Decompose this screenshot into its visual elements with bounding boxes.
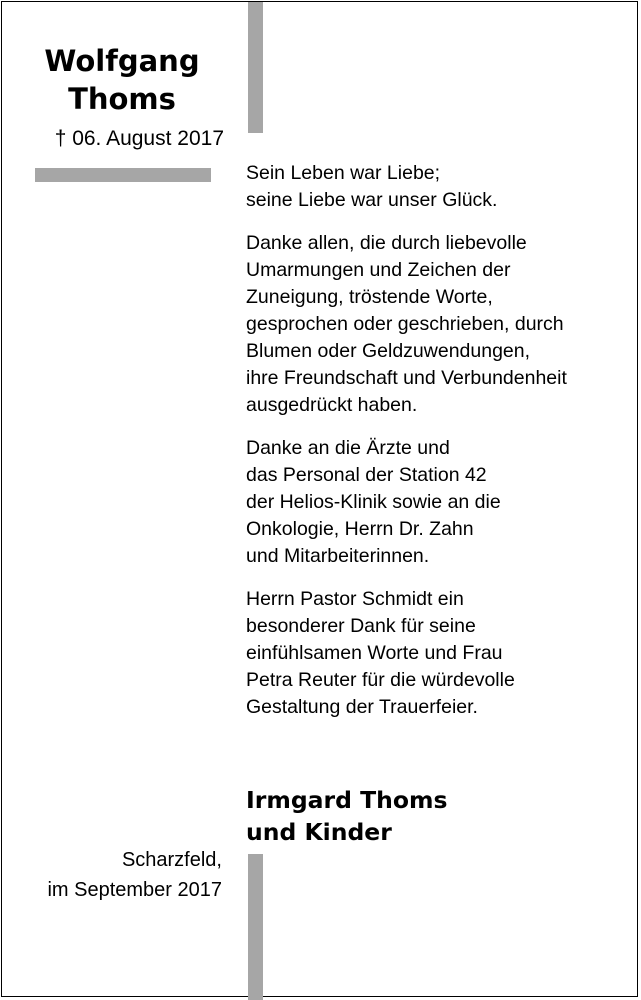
text-line: und Mitarbeiterinnen.: [246, 545, 430, 567]
text-line: Sein Leben war Liebe;: [246, 162, 441, 184]
text-line: Herrn Pastor Schmidt ein: [246, 588, 464, 610]
text-line: Danke allen, die durch liebevolle: [246, 232, 527, 254]
thank-you-text: [246, 160, 631, 737]
text-line: Onkologie, Herrn Dr. Zahn: [246, 518, 474, 540]
text-line: Blumen oder Geldzuwendungen,: [246, 340, 531, 362]
place-and-date: [12, 845, 222, 905]
deceased-first-name: Wolfgang: [44, 44, 200, 78]
date: im September 2017: [47, 879, 222, 901]
text-line: gesprochen oder geschrieben, durch: [246, 313, 564, 335]
deceased-name: [22, 42, 222, 118]
text-line: Petra Reuter für die würdevolle: [246, 669, 515, 691]
paragraph-1: [246, 160, 631, 214]
text-line: ausgedrückt haben.: [246, 394, 418, 416]
text-line: der Helios-Klinik sowie an die: [246, 491, 501, 513]
paragraph-4: [246, 586, 631, 721]
text-line: seine Liebe war unser Glück.: [246, 189, 498, 211]
text-line: ihre Freundschaft und Verbundenheit: [246, 367, 567, 389]
signature-line-2: und Kinder: [246, 818, 392, 846]
text-line: besonderer Dank für seine: [246, 615, 476, 637]
signature-line-1: Irmgard Thoms: [246, 786, 448, 814]
paragraph-3: [246, 435, 631, 570]
text-line: Gestaltung der Trauerfeier.: [246, 696, 478, 718]
signature: [246, 784, 447, 848]
death-date: † 06. August 2017: [54, 127, 224, 150]
paragraph-2: [246, 230, 631, 419]
text-line: Zuneigung, tröstende Worte,: [246, 286, 493, 308]
name-underline-bar: [35, 168, 211, 182]
place: Scharzfeld,: [121, 849, 222, 871]
top-divider-bar: [248, 2, 263, 133]
bottom-divider-bar: [248, 854, 263, 1000]
obituary-notice: [1, 1, 638, 997]
text-line: Danke an die Ärzte und: [246, 437, 450, 459]
text-line: Umarmungen und Zeichen der: [246, 259, 511, 281]
deceased-last-name: Thoms: [68, 82, 176, 116]
text-line: das Personal der Station 42: [246, 464, 487, 486]
text-line: einfühlsamen Worte und Frau: [246, 642, 503, 664]
